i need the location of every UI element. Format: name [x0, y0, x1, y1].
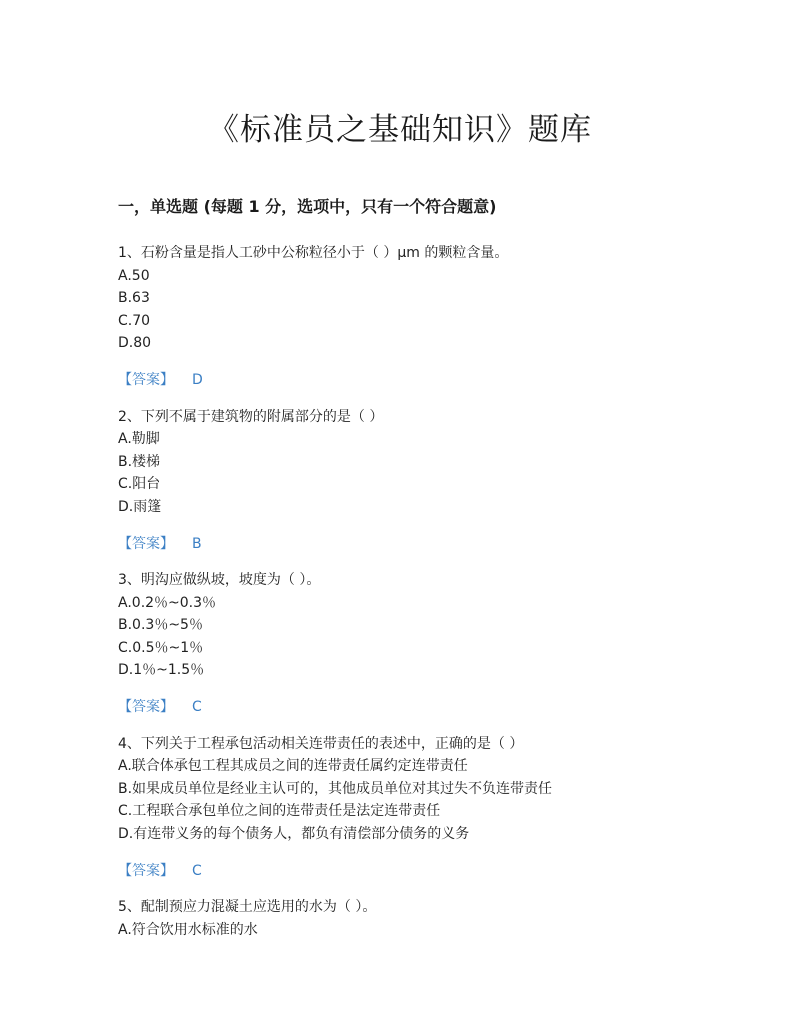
question-option: C.阳台 — [118, 476, 161, 492]
question-2 — [118, 406, 758, 556]
answer-line — [118, 860, 758, 883]
question-option: A.勒脚 — [118, 431, 160, 447]
question-3 — [118, 569, 758, 719]
answer-line — [118, 533, 758, 556]
question-list — [118, 242, 758, 941]
question-option: B.63 — [118, 290, 150, 306]
question-option: A.联合体承包工程其成员之间的连带责任属约定连带责任 — [118, 758, 468, 774]
question-options — [118, 428, 758, 518]
question-options — [118, 919, 758, 942]
question-option: A.50 — [118, 267, 150, 284]
question-stem: 2、下列不属于建筑物的附属部分的是（ ） — [118, 408, 384, 425]
question-option: D.雨篷 — [118, 498, 162, 515]
answer-value: C — [192, 862, 202, 879]
question-options — [118, 265, 758, 355]
answer-label: 【答案】 — [118, 699, 174, 715]
question-stem: 5、配制预应力混凝土应选用的水为（ ）。 — [118, 899, 377, 915]
question-stem: 4、下列关于工程承包活动相关连带责任的表述中，正确的是（ ） — [118, 735, 524, 752]
question-option: D.有连带义务的每个债务人，都负有清偿部分债务的义务 — [118, 825, 470, 842]
question-option: D.80 — [118, 335, 152, 351]
question-option: B.楼梯 — [118, 453, 161, 470]
document-title: 《标准员之基础知识》题库 — [208, 112, 592, 148]
question-option: D.1％~1.5％ — [118, 662, 205, 678]
answer-line — [118, 696, 758, 719]
question-option: A.符合饮用水标准的水 — [118, 921, 258, 938]
section-heading: 一，单选题 (每题 1 分，选项中，只有一个符合题意) — [118, 197, 497, 216]
question-options — [118, 755, 758, 845]
question-option: C.0.5％~1％ — [118, 639, 204, 656]
question-options — [118, 592, 758, 682]
question-option: C.工程联合承包单位之间的连带责任是法定连带责任 — [118, 803, 441, 819]
question-5 — [118, 896, 758, 941]
question-stem: 3、明沟应做纵坡，坡度为（ ）。 — [118, 572, 321, 588]
question-option: C.70 — [118, 312, 151, 329]
question-option: B.0.3％~5％ — [118, 617, 203, 633]
question-option: B.如果成员单位是经业主认可的，其他成员单位对其过失不负连带责任 — [118, 780, 553, 797]
answer-value: B — [192, 535, 202, 552]
answer-line — [118, 369, 758, 392]
question-stem: 1、石粉含量是指人工砂中公称粒径小于（ ）μm 的颗粒含量。 — [118, 245, 509, 261]
question-4 — [118, 733, 758, 883]
answer-value: D — [192, 372, 203, 388]
answer-label: 【答案】 — [118, 862, 174, 879]
question-option: A.0.2％~0.3％ — [118, 594, 217, 611]
answer-label: 【答案】 — [118, 535, 174, 552]
answer-label: 【答案】 — [118, 372, 174, 388]
answer-value: C — [192, 699, 202, 715]
question-1 — [118, 242, 758, 392]
